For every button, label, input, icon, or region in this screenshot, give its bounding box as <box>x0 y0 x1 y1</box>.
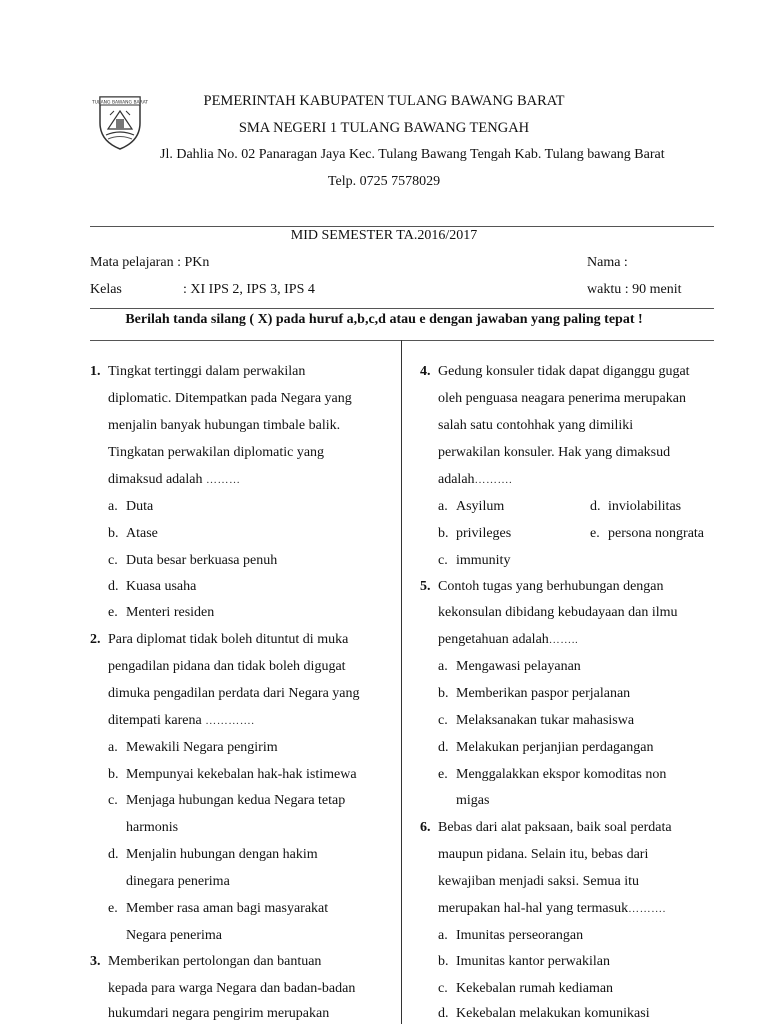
question-text-line: Bebas dari alat paksaan, baik soal perdata <box>438 820 672 835</box>
column-divider <box>401 340 402 1024</box>
option-text: dinegara penerima <box>126 874 230 889</box>
option-letter: e. <box>108 901 118 916</box>
question-text-line: Gedung konsuler tidak dapat diganggu gugat <box>438 364 690 379</box>
option-text: persona nongrata <box>608 526 705 541</box>
question-text-line: dimuka pengadilan perdata dari Negara yang <box>108 686 360 701</box>
question-text-line: Contoh tugas yang berhubungan dengan <box>438 579 664 594</box>
option-text: Melakukan perjanjian perdagangan <box>456 740 654 755</box>
header-school: SMA NEGERI 1 TULANG BAWANG TENGAH <box>238 120 530 136</box>
option-letter: d. <box>438 1006 449 1021</box>
question-text-line: Memberikan pertolongan dan bantuan <box>108 954 322 969</box>
answer-dots: ……… <box>205 474 241 486</box>
subject-label: Mata pelajaran : PKn <box>90 255 210 270</box>
option-letter: b. <box>108 767 119 782</box>
header-government: PEMERINTAH KABUPATEN TULANG BAWANG BARAT <box>203 93 565 109</box>
header-divider <box>90 226 714 227</box>
instruction-top-divider <box>90 308 714 309</box>
option-text: Kekebalan rumah kediaman <box>456 981 614 996</box>
question-text: dimaksud adalah <box>108 472 203 487</box>
option-letter: d. <box>108 579 119 594</box>
class-label: Kelas <box>90 282 122 297</box>
option-letter: c. <box>438 713 448 728</box>
question-text-line <box>438 472 512 488</box>
question-text-line <box>438 901 666 917</box>
option-letter: c. <box>438 553 448 568</box>
question-text: ditempati karena <box>108 713 202 728</box>
option-text: privileges <box>456 526 512 541</box>
option-text: inviolabilitas <box>608 499 682 514</box>
option-text: immunity <box>456 553 511 568</box>
question-number: 2. <box>90 632 101 647</box>
option-letter: b. <box>438 954 449 969</box>
header-phone: Telp. 0725 7578029 <box>327 174 441 189</box>
instruction-text: Berilah tanda silang ( X) pada huruf a,b,c,d atau e dengan jawaban yang paling tepat ! <box>125 312 643 327</box>
option-letter: a. <box>108 740 118 755</box>
option-letter: d. <box>108 847 119 862</box>
option-text: Menggalakkan ekspor komoditas non <box>456 767 667 782</box>
instruction-bottom-divider <box>90 340 714 341</box>
svg-text:TULANG BAWANG BARAT: TULANG BAWANG BARAT <box>91 100 149 106</box>
question-text-line: menjalin banyak hubungan timbale balik. <box>108 418 341 433</box>
option-text: Duta <box>126 499 154 514</box>
question-text-line: Para diplomat tidak boleh dituntut di muka <box>108 632 349 647</box>
option-letter: e. <box>108 605 118 620</box>
option-letter: c. <box>108 553 118 568</box>
option-letter: b. <box>438 686 449 701</box>
question-number: 4. <box>420 364 431 379</box>
question-number: 6. <box>420 820 431 835</box>
question-text-line: perwakilan konsuler. Hak yang dimaksud <box>438 445 671 460</box>
option-letter: a. <box>108 499 118 514</box>
option-letter: a. <box>438 499 448 514</box>
option-letter: b. <box>108 526 119 541</box>
option-letter: d. <box>590 499 601 514</box>
question-text-line: hukumdari negara pengirim merupakan <box>108 1006 330 1021</box>
question-text: adalah <box>438 472 475 487</box>
option-text: Negara penerima <box>126 928 222 943</box>
option-text: Melaksanakan tukar mahasiswa <box>456 713 635 728</box>
question-text: merupakan hal-hal yang termasuk <box>438 901 629 916</box>
header-address: Jl. Dahlia No. 02 Panaragan Jaya Kec. Tulang Bawang Tengah Kab. Tulang bawang Barat <box>160 147 665 162</box>
option-text: Duta besar berkuasa penuh <box>126 553 278 568</box>
option-text: Mempunyai kekebalan hak-hak istimewa <box>126 767 357 782</box>
question-text-line: oleh penguasa neagara penerima merupakan <box>438 391 686 406</box>
option-letter: e. <box>438 767 448 782</box>
answer-dots: …….. <box>548 634 579 646</box>
option-letter: b. <box>438 526 449 541</box>
exam-title: MID SEMESTER TA.2016/2017 <box>290 228 478 243</box>
option-text: Imunitas perseorangan <box>456 928 584 943</box>
option-text: Kuasa usaha <box>126 579 197 594</box>
option-letter: a. <box>438 659 448 674</box>
question-text-line <box>108 713 254 729</box>
time-label: waktu : 90 menit <box>587 282 682 297</box>
question-text-line: diplomatic. Ditempatkan pada Negara yang <box>108 391 352 406</box>
question-text-line: kewajiban menjadi saksi. Semua itu <box>438 874 640 889</box>
option-text: migas <box>456 793 490 808</box>
option-letter: c. <box>108 793 118 808</box>
question-text-line: Tingkatan perwakilan diplomatic yang <box>108 445 325 460</box>
option-text: Memberikan paspor perjalanan <box>456 686 631 701</box>
option-letter: c. <box>438 981 448 996</box>
answer-dots: ………. <box>474 474 513 486</box>
question-text: pengetahuan adalah <box>438 632 549 647</box>
question-text-line: Tingkat tertinggi dalam perwakilan <box>108 364 306 379</box>
answer-dots: ………. <box>628 903 666 915</box>
question-text-line: kekonsulan dibidang kebudayaan dan ilmu <box>438 605 678 620</box>
option-text: Kekebalan melakukan komunikasi <box>456 1006 650 1021</box>
class-value: : XI IPS 2, IPS 3, IPS 4 <box>183 282 315 297</box>
question-number: 3. <box>90 954 101 969</box>
question-number: 1. <box>90 364 101 379</box>
option-text: Menteri residen <box>126 605 215 620</box>
option-text: harmonis <box>126 820 179 835</box>
question-text-line: salah satu contohhak yang dimiliki <box>438 418 634 433</box>
option-text: Member rasa aman bagi masyarakat <box>126 901 329 916</box>
question-text-line: maupun pidana. Selain itu, bebas dari <box>438 847 649 862</box>
option-letter: e. <box>590 526 600 541</box>
question-text-line <box>438 632 578 648</box>
option-text: Menjalin hubungan dengan hakim <box>126 847 318 862</box>
option-text: Menjaga hubungan kedua Negara tetap <box>126 793 346 808</box>
option-text: Mengawasi pelayanan <box>456 659 581 674</box>
option-letter: d. <box>438 740 449 755</box>
option-text: Atase <box>126 526 158 541</box>
question-text-line <box>108 472 240 488</box>
answer-dots: …………. <box>205 715 255 727</box>
option-letter: a. <box>438 928 448 943</box>
option-text: Asyilum <box>456 499 505 514</box>
option-text: Imunitas kantor perwakilan <box>456 954 610 969</box>
question-text-line: pengadilan pidana dan tidak boleh digugat <box>108 659 346 674</box>
question-number: 5. <box>420 579 431 594</box>
name-label: Nama : <box>587 255 628 270</box>
option-text: Mewakili Negara pengirim <box>126 740 278 755</box>
question-text-line: kepada para warga Negara dan badan-badan <box>108 981 356 996</box>
